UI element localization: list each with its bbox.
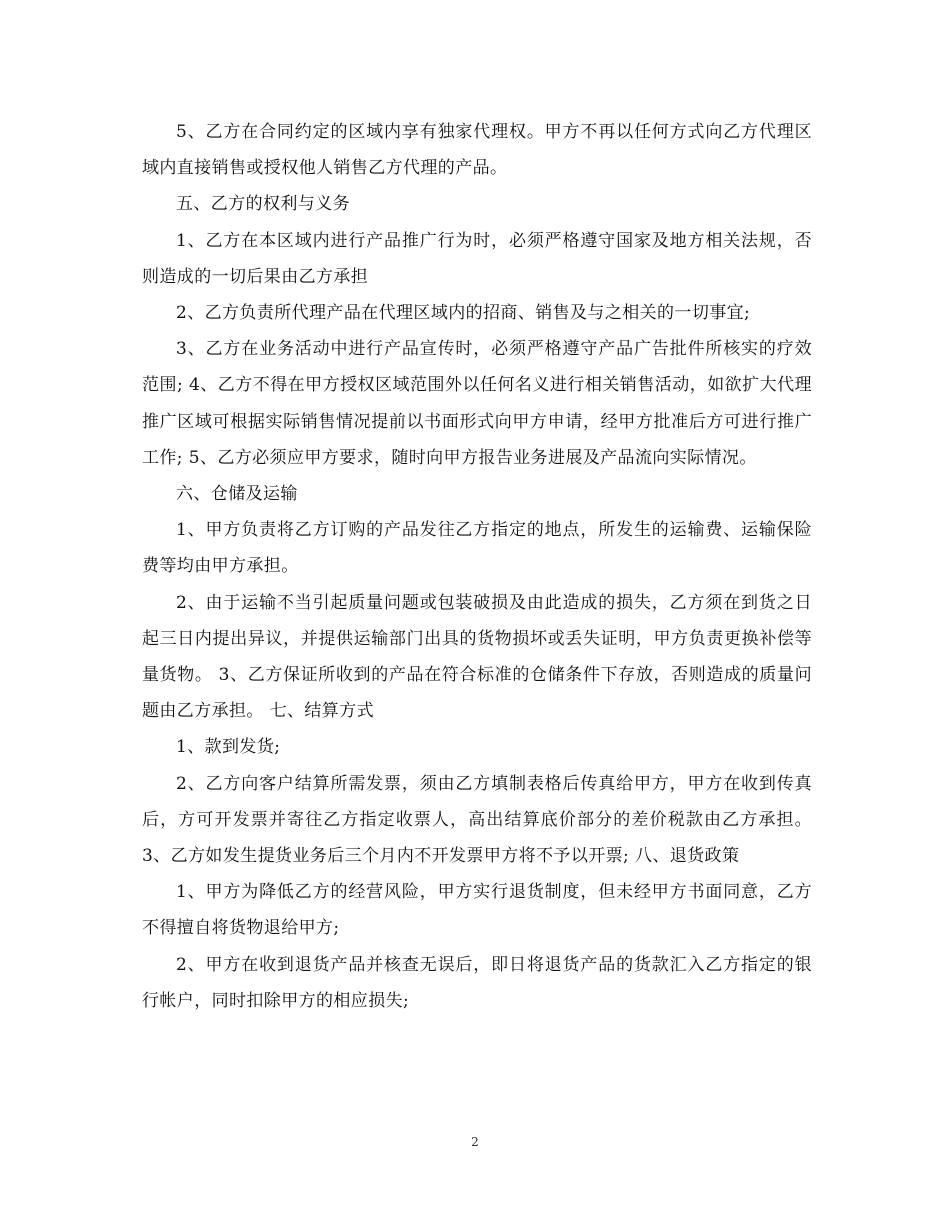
section-heading-rights-obligations: 五、乙方的权利与义务 bbox=[176, 194, 350, 215]
clause-legal-compliance: 1、乙方在本区域内进行产品推广行为时，必须严格遵守国家及地方相关法规，否则造成的一切后果由乙方承担 bbox=[142, 230, 812, 287]
clause-return-policy: 1、甲方为降低乙方的经营风险，甲方实行退货制度，但未经甲方书面同意，乙方不得擅自将货物退给甲方; bbox=[142, 882, 812, 939]
section-heading-storage-transport: 六、仓储及运输 bbox=[176, 484, 298, 505]
clause-promotion-rules: 3、乙方在业务活动中进行产品宣传时，必须严格遵守产品广告批件所核实的疗效范围; 4、乙方不得在甲方授权区域范围外以任何名义进行相关销售活动，如欲扩大代理推广区域可根据实际销售情况提前以书面形式向甲方申请，经甲方批准后方可进行推广工作; 5、乙方必须应甲方要求，随时向甲方报告业务进展及产品流向实际情况。 bbox=[142, 339, 812, 468]
clause-sales-responsibility: 2、乙方负责所代理产品在代理区域内的招商、销售及与之相关的一切事宜; bbox=[176, 303, 751, 324]
clause-refund-process: 2、甲方在收到退货产品并核查无误后，即日将退货产品的货款汇入乙方指定的银行帐户，同时扣除甲方的相应损失; bbox=[142, 954, 812, 1011]
clause-shipping-costs: 1、甲方负责将乙方订购的产品发往乙方指定的地点，所发生的运输费、运输保险费等均由甲方承担。 bbox=[142, 520, 812, 577]
clause-exclusive-agency: 5、乙方在合同约定的区域内享有独家代理权。甲方不再以任何方式向乙方代理区域内直接销售或授权他人销售乙方代理的产品。 bbox=[142, 122, 812, 179]
clause-invoicing: 2、乙方向客户结算所需发票，须由乙方填制表格后传真给甲方，甲方在收到传真后，方可开发票并寄往乙方指定收票人，高出结算底价部分的差价税款由乙方承担。 3、乙方如发生提货业务后三个月内不开发票甲方将不予以开票; 八、退货政策 bbox=[142, 773, 812, 867]
clause-transport-damage: 2、由于运输不当引起质量问题或包装破损及由此造成的损失，乙方须在到货之日起三日内提出异议，并提供运输部门出具的货物损坏或丢失证明，甲方负责更换补偿等量货物。 3、乙方保证所收到的产品在符合标准的仓储条件下存放，否则造成的质量问题由乙方承担。 七、结算方式 bbox=[142, 592, 812, 722]
clause-payment-before-delivery: 1、款到发货; bbox=[176, 737, 281, 758]
document-body bbox=[142, 114, 812, 1019]
page-number: 2 bbox=[471, 1135, 479, 1149]
